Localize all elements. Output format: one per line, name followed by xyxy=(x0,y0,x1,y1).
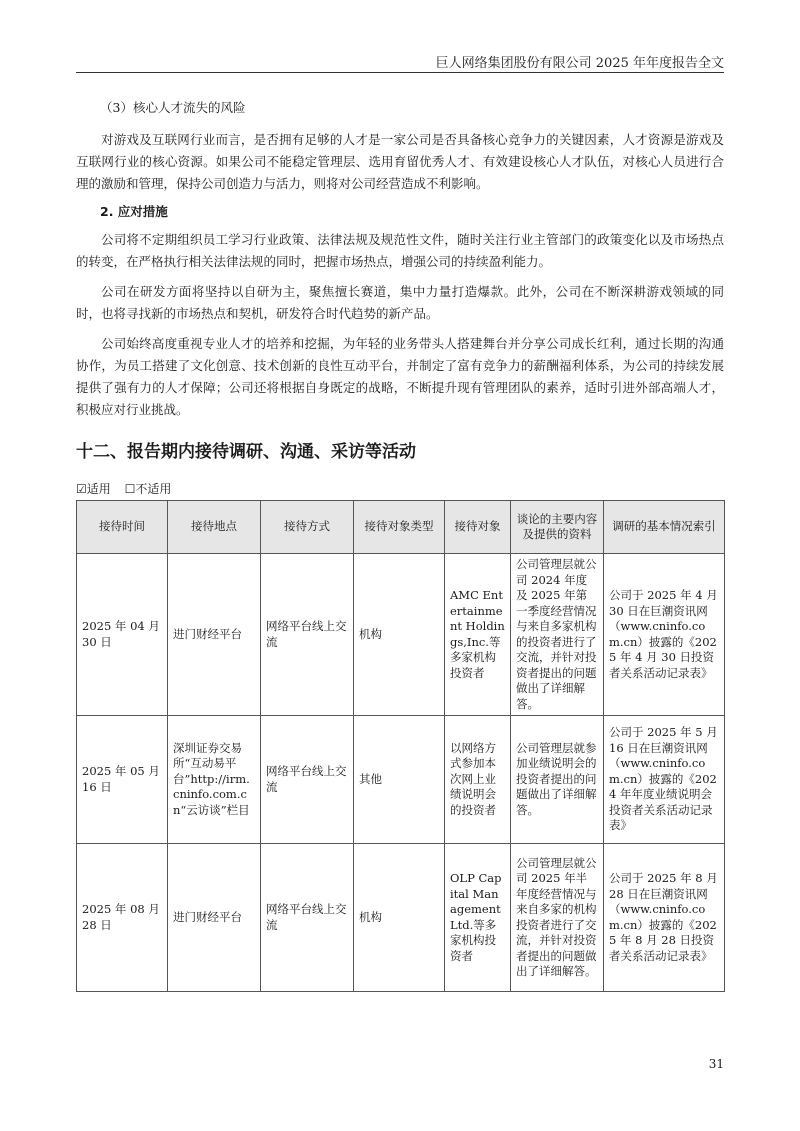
table-row xyxy=(77,844,725,992)
countermeasures-paragraph-1: 公司将不定期组织员工学习行业政策、法律法规及规范性文件，随时关注行业主管部门的政策变化以及市场热点的转变，在严格执行相关法律法规的同时，把握市场热点，增强公司的持续盈利能力。 xyxy=(76,232,724,269)
countermeasures-paragraph-2: 公司在研发方面将坚持以自研为主，聚焦擅长赛道，集中力量打造爆款。此外，公司在不断深耕游戏领域的同时，也将寻找新的市场热点和契机，研发符合时代趋势的新产品。 xyxy=(76,284,724,321)
countermeasures-paragraph-3: 公司始终高度重视专业人才的培养和挖掘，为年轻的业务带头人搭建舞台并分享公司成长红利，通过长期的沟通协作，为员工搭建了文化创意、技术创新的良性互动平台，并制定了富有竞争力的薪酬福利体系，为公司的持续发展提供了强有力的人才保障；公司还将根据自身既定的战略，不断提升现有管理团队的素养，适时引进外部高端人才，积极应对行业挑战。 xyxy=(76,336,724,417)
cell-target: OLP Capital Management Ltd.等多家机构投资者 xyxy=(445,844,511,992)
header-time: 接待时间 xyxy=(77,501,168,554)
header-method: 接待方式 xyxy=(261,501,354,554)
cell-method: 网络平台线上交流 xyxy=(261,844,354,992)
cell-time: 2025 年 05 月 16 日 xyxy=(77,716,168,844)
reception-activities-table xyxy=(76,500,725,992)
header-divider xyxy=(76,72,724,73)
cell-time: 2025 年 08 月 28 日 xyxy=(77,844,168,992)
cell-target: 以网络方式参加本次网上业绩说明会的投资者 xyxy=(445,716,511,844)
cell-method: 网络平台线上交流 xyxy=(261,716,354,844)
header-target: 接待对象 xyxy=(445,501,511,554)
risk-talent-heading: （3）核心人才流失的风险 xyxy=(100,100,246,115)
cell-type: 机构 xyxy=(354,554,445,716)
header-content: 谈论的主要内容及提供的资料 xyxy=(511,501,604,554)
not-applicable-checkbox: ☐不适用 xyxy=(124,482,172,496)
page-number: 31 xyxy=(708,1057,724,1071)
applicable-checkbox: ☑适用 xyxy=(76,482,111,496)
cell-place: 进门财经平台 xyxy=(168,554,261,716)
cell-place: 深圳证券交易所“互动易平台”http://irm.cninfo.com.cn“云访谈”栏目 xyxy=(168,716,261,844)
header-title: 巨人网络集团股份有限公司 2025 年年度报告全文 xyxy=(435,56,724,71)
cell-target: AMC Entertainment Holdings,Inc.等多家机构投资者 xyxy=(445,554,511,716)
cell-content: 公司管理层就公司 2024 年度及 2025 年第一季度经营情况与来自多家机构的投资者进行了交流，并针对投资者提出的问题做出了详细解答。 xyxy=(511,554,604,716)
header-index: 调研的基本情况索引 xyxy=(604,501,725,554)
header-target-type: 接待对象类型 xyxy=(354,501,445,554)
cell-content: 公司管理层就公司 2025 年半年度经营情况与来自多家的机构投资者进行了交流，并针对投资者提出的问题做出了详细解答。 xyxy=(511,844,604,992)
cell-time: 2025 年 04 月 30 日 xyxy=(77,554,168,716)
cell-index: 公司于 2025 年 4 月 30 日在巨潮资讯网（www.cninfo.com.cn）披露的《2025 年 4 月 30 日投资者关系活动记录表》 xyxy=(604,554,725,716)
cell-type: 其他 xyxy=(354,716,445,844)
countermeasures-heading: 2. 应对措施 xyxy=(100,204,168,219)
cell-method: 网络平台线上交流 xyxy=(261,554,354,716)
applicability-options xyxy=(76,480,181,497)
cell-type: 机构 xyxy=(354,844,445,992)
cell-index: 公司于 2025 年 8 月 28 日在巨潮资讯网（www.cninfo.com.cn）披露的《2025 年 8 月 28 日投资者关系活动记录表》 xyxy=(604,844,725,992)
table-header-row xyxy=(77,501,725,554)
cell-index: 公司于 2025 年 5 月 16 日在巨潮资讯网（www.cninfo.com.cn）披露的《2024 年年度业绩说明会投资者关系活动记录表》 xyxy=(604,716,725,844)
header-place: 接待地点 xyxy=(168,501,261,554)
section-title: 十二、报告期内接待调研、沟通、采访等活动 xyxy=(76,442,416,462)
table-row xyxy=(77,716,725,844)
cell-place: 进门财经平台 xyxy=(168,844,261,992)
table-row xyxy=(77,554,725,716)
cell-content: 公司管理层就参加业绩说明会的投资者提出的问题做出了详细解答。 xyxy=(511,716,604,844)
risk-talent-paragraph: 对游戏及互联网行业而言，是否拥有足够的人才是一家公司是否具备核心竞争力的关键因素，人才资源是游戏及互联网行业的核心资源。如果公司不能稳定管理层、选用育留优秀人才、有效建设核心人才队伍，对核心人员进行合理的激励和管理，保持公司创造力与活力，则将对公司经营造成不利影响。 xyxy=(76,132,724,191)
